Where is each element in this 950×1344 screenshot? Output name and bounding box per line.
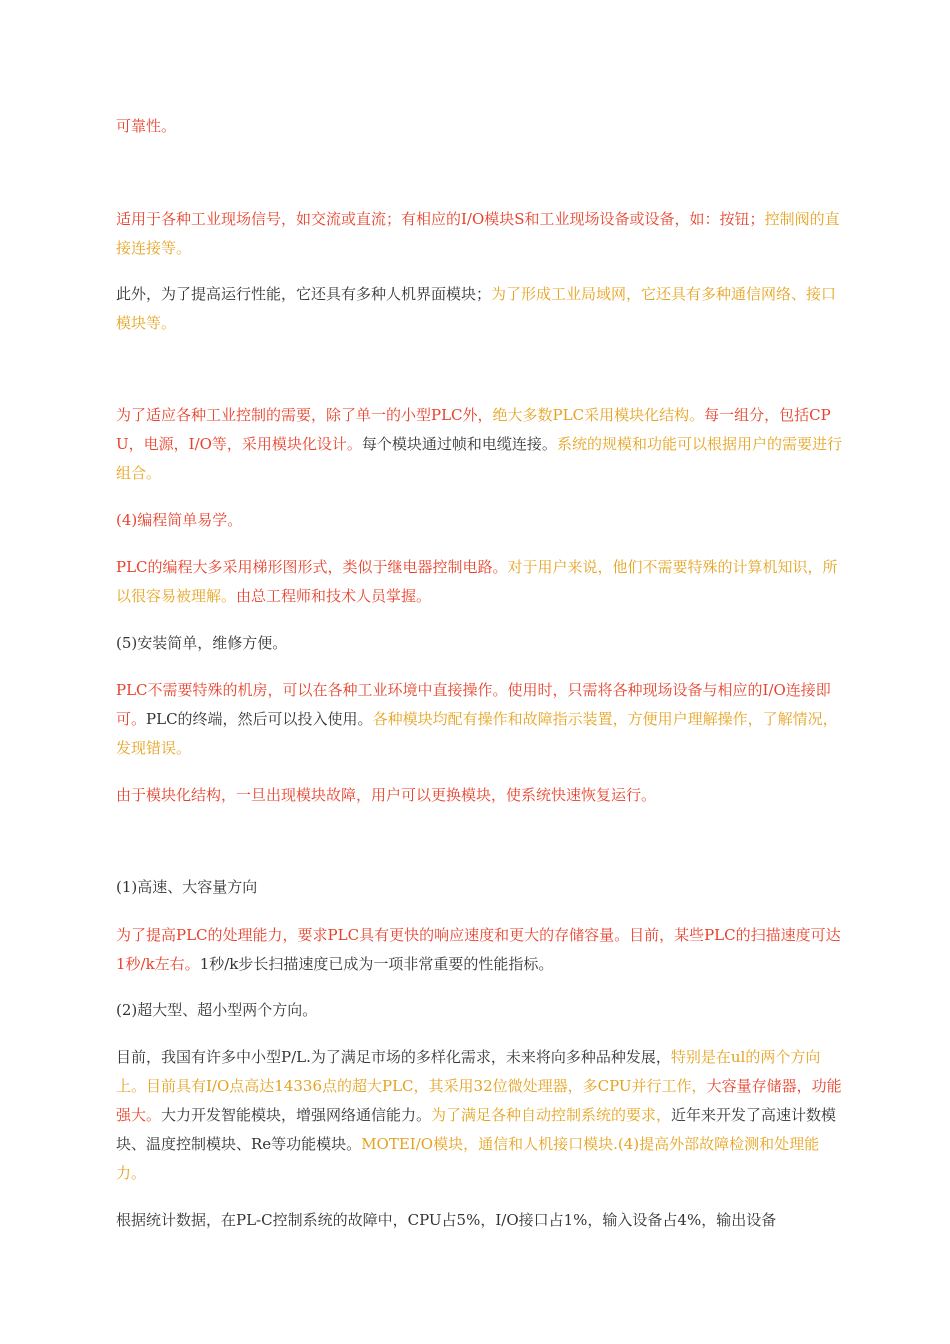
paragraph: [116, 1206, 846, 1235]
text-segment: PLC的终端，然后可以投入使用。: [146, 710, 373, 728]
paragraph: [116, 676, 846, 763]
text-segment: (5)安装简单，维修方便。: [116, 634, 288, 652]
text-segment: 由于模块化结构，一旦出现模块故障，用户可以更换模块，使系统快速恢复运行。: [116, 786, 657, 804]
text-segment: 特别是在ul的两个方向上。目前具有I/O点高达14336点的超大PLC，其采用32位微处理器，多CPU并行工作，: [116, 1048, 821, 1095]
text-segment: 此外，为了提高运行性能，它还具有多种人机界面模块；: [116, 285, 492, 303]
text-segment: 适用于各种工业现场信号，如交流或直流；有相应的I/O模块S和工业现场设备或设备，如：按钮；: [116, 210, 765, 228]
paragraph: [116, 781, 846, 810]
text-segment: 系统的规模和功能可以根据用户的需要进行组合。: [116, 435, 842, 482]
text-segment: 为了满足各种自动控制系统的要求，: [431, 1106, 672, 1124]
text-segment: 由总工程师和技术人员掌握。: [236, 587, 432, 605]
text-segment: PLC不需要特殊的机房，可以在各种工业环境中直接操作。使用时，只需将各种现场设备与相应的I/O连接即可。: [116, 681, 831, 728]
paragraph: [116, 506, 846, 535]
text-segment: (2)超大型、超小型两个方向。: [116, 1001, 318, 1019]
text-segment: 绝大多数PLC采用模块化结构。: [492, 406, 705, 424]
text-segment: 目前，我国有许多中小型P/L.为了满足市场的多样化需求，未来将向多种品种发展，: [116, 1048, 671, 1066]
text-segment: 对于用户来说，他们不需要特殊的计算机知识，所以很容易被理解。: [116, 558, 838, 605]
text-segment: 大容量存储器，功能强大。: [116, 1077, 842, 1124]
text-segment: PLC的编程大多采用梯形图形式，类似于继电器控制电路。: [116, 558, 508, 576]
paragraph: [116, 553, 846, 611]
paragraph: [116, 280, 846, 338]
text-segment: 大力开发智能模块，增强网络通信能力。: [161, 1106, 432, 1124]
paragraph: [116, 205, 846, 263]
paragraph: [116, 629, 846, 658]
text-segment: 控制阀的直接连接等。: [116, 210, 840, 257]
paragraph: [116, 401, 846, 488]
text-segment: 每个模块通过帧和电缆连接。: [361, 435, 557, 453]
text-segment: 根据统计数据，在PL-C控制系统的故障中，CPU占5%，I/O接口占1%，输入设备占4%，输出设备: [116, 1211, 777, 1229]
paragraph: [116, 1043, 846, 1188]
paragraph: [116, 921, 846, 979]
paragraph: [116, 112, 846, 141]
text-segment: 近年来开发了高速计数模块、温度控制模块、Re等功能模块。: [116, 1106, 837, 1153]
text-segment: (1)高速、大容量方向: [116, 878, 258, 896]
text-segment: 为了适应各种工业控制的需要，除了单一的小型PLC外，: [116, 406, 493, 424]
paragraph: [116, 873, 846, 902]
text-segment: 可靠性。: [116, 117, 177, 135]
text-segment: MOTEI/O模块，通信和人机接口模块.(4)提高外部故障检测和处理能力。: [116, 1135, 820, 1182]
text-segment: 为了提高PLC的处理能力，要求PLC具有更快的响应速度和更大的存储容量。目前，某些PLC的扫描速度可达1秒/k左右。: [116, 926, 841, 973]
text-segment: (4)编程简单易学。: [116, 511, 243, 529]
text-segment: 为了形成工业局域网，它还具有多种通信网络、接口模块等。: [116, 285, 837, 332]
text-segment: 1秒/k步长扫描速度已成为一项非常重要的性能指标。: [199, 955, 554, 973]
paragraph: [116, 996, 846, 1025]
text-segment: 每一组分，包括CPU，电源，I/O等，采用模块化设计。: [116, 406, 831, 453]
text-segment: 各种模块均配有操作和故障指示装置，方便用户理解操作，了解情况，发现错误。: [116, 710, 838, 757]
